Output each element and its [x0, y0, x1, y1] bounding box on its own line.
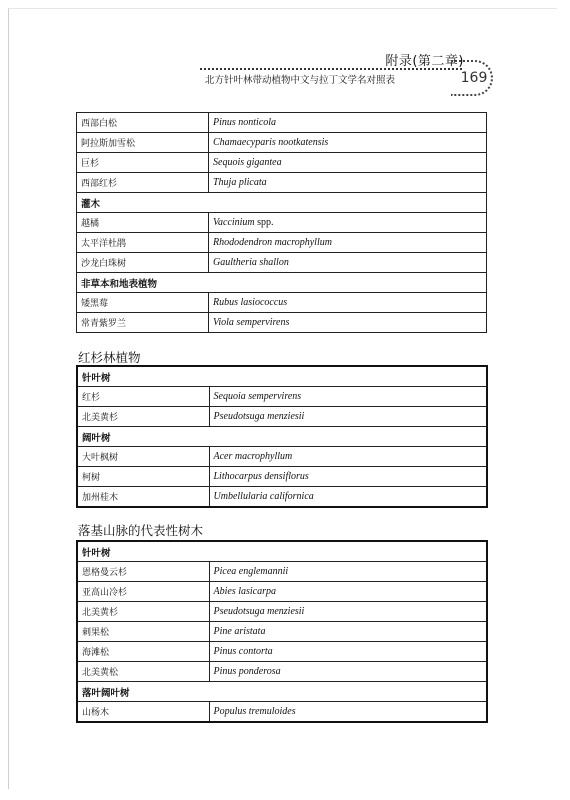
group-header-row [77, 427, 487, 447]
plant-table-body [77, 113, 487, 333]
table-row [77, 407, 487, 427]
header-dotted-rule [200, 68, 462, 70]
plant-table-redwood [76, 365, 488, 508]
latin-name: Vaccinium [213, 217, 255, 228]
latin-name: Pseudotsuga menziesii [213, 411, 305, 422]
common-name-cell: 西部白松 [77, 113, 209, 133]
latin-name: Chamaecyparis nootkatensis [213, 137, 329, 148]
table-row [77, 293, 487, 313]
table-row [77, 313, 487, 333]
section-title-rocky-mountains: 落基山脉的代表性树木 [78, 523, 204, 538]
common-name-cell: 太平洋杜鹃 [77, 233, 209, 253]
latin-name-cell [209, 173, 487, 193]
table-row [77, 487, 487, 508]
section-title-redwood: 红杉林植物 [78, 350, 141, 365]
group-label: 非草本和地表植物 [77, 273, 487, 293]
common-name-cell: 巨杉 [77, 153, 209, 173]
table-row [77, 253, 487, 273]
latin-name: Viola sempervirens [213, 317, 290, 328]
table-row [77, 702, 487, 723]
common-name-cell: 海滩松 [77, 642, 209, 662]
common-name-cell: 加州桂木 [77, 487, 209, 508]
table-row [77, 602, 487, 622]
latin-name: Pine aristata [213, 626, 266, 637]
common-name-cell: 西部红杉 [77, 173, 209, 193]
common-name-cell: 北美黄杉 [77, 407, 209, 427]
latin-name-cell [209, 642, 487, 662]
common-name-cell: 大叶枫树 [77, 447, 209, 467]
latin-name: Pseudotsuga menziesii [213, 606, 305, 617]
common-name-cell: 红杉 [77, 387, 209, 407]
latin-name-cell [209, 487, 487, 508]
common-name-cell: 北美黄松 [77, 662, 209, 682]
common-name-cell: 常青紫罗兰 [77, 313, 209, 333]
latin-name-cell [209, 447, 487, 467]
latin-name-cell [209, 467, 487, 487]
latin-name-cell [209, 662, 487, 682]
common-name-cell: 山杨木 [77, 702, 209, 723]
latin-name: Rhododendron macrophyllum [213, 237, 332, 248]
latin-name-cell [209, 602, 487, 622]
latin-name-cell [209, 387, 487, 407]
table-row [77, 173, 487, 193]
common-name-cell: 北美黄杉 [77, 602, 209, 622]
group-header-row [77, 682, 487, 702]
latin-name: Sequoia sempervirens [213, 391, 302, 402]
latin-name-cell [209, 313, 487, 333]
latin-name-cell [209, 702, 487, 723]
group-header-row [77, 541, 487, 562]
latin-name-cell [209, 622, 487, 642]
common-name-cell: 沙龙白珠树 [77, 253, 209, 273]
latin-name-cell [209, 153, 487, 173]
header-subtitle: 北方针叶林带动植物中文与拉丁文学名对照表 [205, 75, 396, 86]
latin-name-cell [209, 407, 487, 427]
latin-name: Pinus nonticola [213, 117, 277, 128]
page-header [0, 0, 570, 110]
latin-name-cell [209, 562, 487, 582]
plant-table-rocky-mountains [76, 540, 488, 723]
table-row [77, 153, 487, 173]
group-label: 针叶树 [77, 366, 487, 387]
table-row [77, 622, 487, 642]
table-row [77, 662, 487, 682]
group-label: 落叶阔叶树 [77, 682, 487, 702]
common-name-cell: 恩格曼云杉 [77, 562, 209, 582]
table-row [77, 582, 487, 602]
latin-name-cell [209, 233, 487, 253]
group-label: 阔叶树 [77, 427, 487, 447]
common-name-cell: 越橘 [77, 213, 209, 233]
latin-name-cell [209, 213, 487, 233]
latin-name-suffix: spp. [254, 217, 274, 228]
latin-name: Pinus contorta [213, 646, 273, 657]
plant-table-body [77, 366, 487, 507]
latin-name: Rubus lasiococcus [213, 297, 288, 308]
table-row [77, 113, 487, 133]
latin-name: Picea englemannii [213, 566, 289, 577]
group-header-row [77, 273, 487, 293]
common-name-cell: 刺果松 [77, 622, 209, 642]
plant-table-body [77, 541, 487, 722]
latin-name-cell [209, 582, 487, 602]
common-name-cell: 亚高山冷杉 [77, 582, 209, 602]
latin-name-cell [209, 253, 487, 273]
table-row [77, 133, 487, 153]
latin-name-cell [209, 293, 487, 313]
latin-name: Acer macrophyllum [213, 451, 293, 462]
latin-name-cell [209, 113, 487, 133]
latin-name: Populus tremuloides [213, 706, 296, 717]
latin-name: Thuja plicata [213, 177, 267, 188]
latin-name-cell [209, 133, 487, 153]
group-label: 灌木 [77, 193, 487, 213]
latin-name: Pinus ponderosa [213, 666, 281, 677]
latin-name: Umbellularia californica [213, 491, 314, 502]
group-header-row [77, 366, 487, 387]
common-name-cell: 柯树 [77, 467, 209, 487]
latin-name: Abies lasicarpa [213, 586, 276, 597]
common-name-cell: 矮黑莓 [77, 293, 209, 313]
table-row [77, 447, 487, 467]
page-number: 169 [451, 60, 493, 96]
table-row [77, 213, 487, 233]
latin-name: Gaultheria shallon [213, 257, 289, 268]
table-row [77, 233, 487, 253]
table-row [77, 642, 487, 662]
table-row [77, 467, 487, 487]
latin-name: Lithocarpus densiflorus [213, 471, 309, 482]
plant-table-boreal [76, 112, 487, 333]
appendix-title: 附录(第二章) [385, 54, 464, 69]
common-name-cell: 阿拉斯加雪松 [77, 133, 209, 153]
latin-name: Sequois gigantea [213, 157, 282, 168]
table-row [77, 562, 487, 582]
group-label: 针叶树 [77, 541, 487, 562]
table-row [77, 387, 487, 407]
group-header-row [77, 193, 487, 213]
